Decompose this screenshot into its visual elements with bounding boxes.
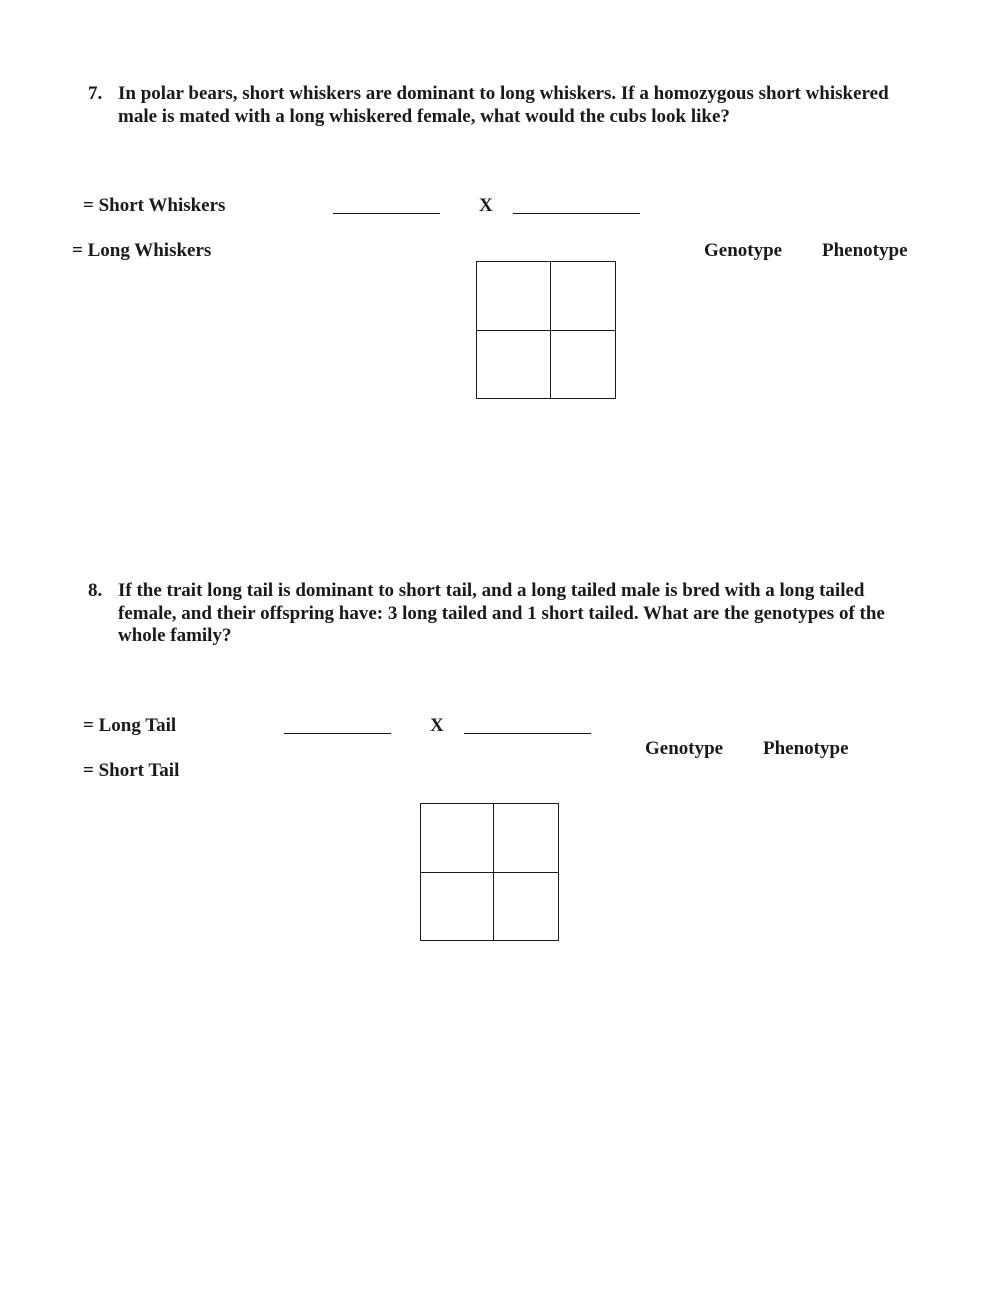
parent-2-blank-q8[interactable] bbox=[464, 733, 591, 734]
punnett-divider-horizontal bbox=[421, 872, 558, 873]
question-7-line-2: male is mated with a long whiskered female, what would the cubs look like? bbox=[118, 105, 730, 127]
cross-symbol-q8: X bbox=[430, 715, 444, 736]
parent-1-blank-q8[interactable] bbox=[284, 733, 391, 734]
key-long-whiskers: = Long Whiskers bbox=[72, 240, 212, 261]
punnett-divider-horizontal bbox=[477, 330, 615, 331]
question-8-line-3: whole family? bbox=[118, 625, 232, 646]
question-7-text bbox=[118, 83, 889, 128]
question-7-number: 7. bbox=[88, 83, 103, 104]
punnett-square-q7[interactable] bbox=[476, 261, 616, 399]
key-short-whiskers: = Short Whiskers bbox=[83, 195, 226, 216]
phenotype-label-q7: Phenotype bbox=[822, 240, 908, 261]
parent-2-blank-q7[interactable] bbox=[513, 213, 640, 214]
genotype-label-q8: Genotype bbox=[645, 738, 724, 759]
cross-symbol-q7: X bbox=[479, 195, 493, 216]
question-8-line-2: female, and their offspring have: 3 long tailed and 1 short tailed. What are the genotypes of the bbox=[118, 602, 885, 624]
key-long-tail: = Long Tail bbox=[83, 715, 177, 736]
punnett-square-q8[interactable] bbox=[420, 803, 559, 941]
key-short-tail: = Short Tail bbox=[83, 760, 180, 781]
question-7-line-1: In polar bears, short whiskers are dominant to long whiskers. If a homozygous short whiskered bbox=[118, 83, 889, 104]
parent-1-blank-q7[interactable] bbox=[333, 213, 440, 214]
question-8-line-1: If the trait long tail is dominant to short tail, and a long tailed male is bred with a long tailed bbox=[118, 580, 865, 601]
question-8-text bbox=[118, 580, 885, 648]
phenotype-label-q8: Phenotype bbox=[763, 738, 849, 759]
genotype-label-q7: Genotype bbox=[704, 240, 783, 261]
question-8-number: 8. bbox=[88, 580, 103, 601]
